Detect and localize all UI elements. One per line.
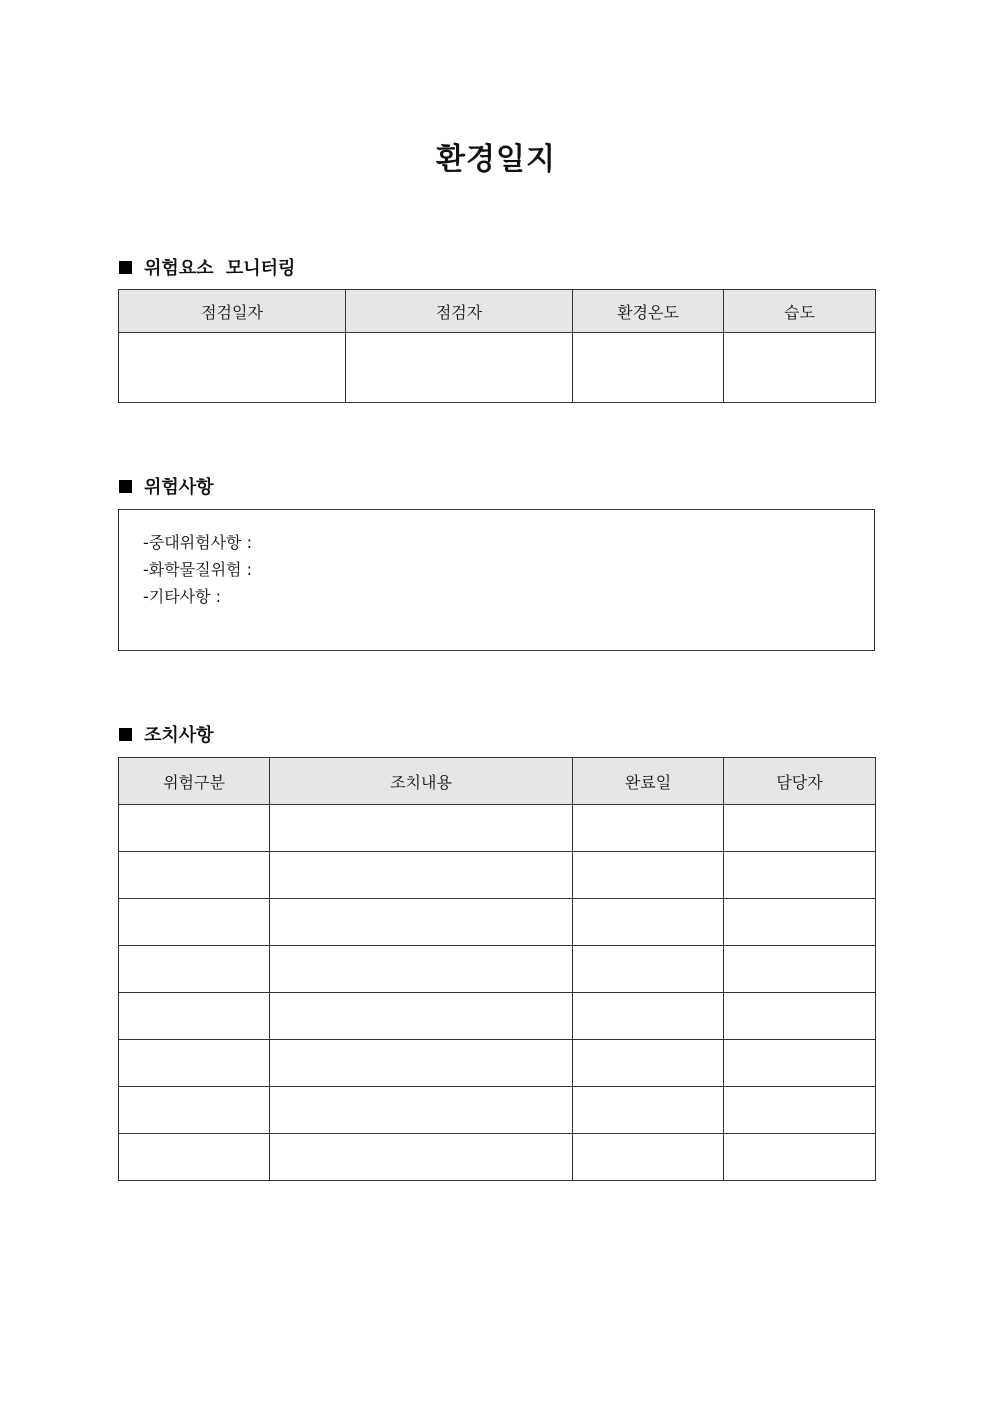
completion-date-cell[interactable] (573, 946, 724, 993)
table-row (119, 899, 876, 946)
temperature-cell[interactable] (573, 333, 724, 403)
hazard-category-cell[interactable] (119, 1087, 270, 1134)
hazards-box[interactable] (118, 509, 875, 651)
section-heading-hazards (119, 473, 214, 499)
person-in-charge-cell[interactable] (724, 1134, 876, 1181)
section-heading-actions (119, 721, 214, 747)
column-header-hazard-category: 위험구분 (119, 758, 270, 805)
actions-table (118, 757, 876, 1181)
section-heading-label: 위험사항 (144, 477, 214, 498)
column-header-inspection-date: 점검일자 (119, 290, 346, 333)
column-header-completion-date: 완료일 (573, 758, 724, 805)
action-details-cell[interactable] (270, 1134, 573, 1181)
hazard-item-serious: -중대위험사항 : (143, 533, 252, 552)
humidity-cell[interactable] (724, 333, 876, 403)
action-details-cell[interactable] (270, 946, 573, 993)
filled-square-icon (119, 261, 132, 274)
column-header-action-details: 조치내용 (270, 758, 573, 805)
completion-date-cell[interactable] (573, 805, 724, 852)
table-row (119, 805, 876, 852)
hazard-item-other: -기타사항 : (143, 587, 222, 606)
person-in-charge-cell[interactable] (724, 1087, 876, 1134)
column-header-inspector: 점검자 (346, 290, 573, 333)
table-row (119, 1087, 876, 1134)
table-row (119, 946, 876, 993)
inspector-cell[interactable] (346, 333, 573, 403)
action-details-cell[interactable] (270, 993, 573, 1040)
hazard-category-cell[interactable] (119, 852, 270, 899)
completion-date-cell[interactable] (573, 1134, 724, 1181)
filled-square-icon (119, 480, 132, 493)
section-heading-monitoring (119, 254, 295, 280)
column-header-person-in-charge: 담당자 (724, 758, 876, 805)
action-details-cell[interactable] (270, 899, 573, 946)
hazard-category-cell[interactable] (119, 1134, 270, 1181)
action-details-cell[interactable] (270, 852, 573, 899)
table-row (119, 1040, 876, 1087)
action-details-cell[interactable] (270, 805, 573, 852)
table-row (119, 333, 876, 403)
hazard-category-cell[interactable] (119, 1040, 270, 1087)
table-row (119, 993, 876, 1040)
actions-table-body (119, 805, 876, 1181)
person-in-charge-cell[interactable] (724, 946, 876, 993)
hazard-category-cell[interactable] (119, 993, 270, 1040)
hazard-item-chemical: -화학물질위험 : (143, 560, 252, 579)
completion-date-cell[interactable] (573, 899, 724, 946)
table-row (119, 1134, 876, 1181)
table-row (119, 852, 876, 899)
person-in-charge-cell[interactable] (724, 899, 876, 946)
person-in-charge-cell[interactable] (724, 993, 876, 1040)
column-header-humidity: 습도 (724, 290, 876, 333)
completion-date-cell[interactable] (573, 993, 724, 1040)
inspection-date-cell[interactable] (119, 333, 346, 403)
monitoring-table (118, 289, 876, 403)
document-title: 환경일지 (436, 142, 556, 177)
hazard-category-cell[interactable] (119, 805, 270, 852)
completion-date-cell[interactable] (573, 852, 724, 899)
hazard-category-cell[interactable] (119, 899, 270, 946)
person-in-charge-cell[interactable] (724, 852, 876, 899)
action-details-cell[interactable] (270, 1040, 573, 1087)
person-in-charge-cell[interactable] (724, 805, 876, 852)
action-details-cell[interactable] (270, 1087, 573, 1134)
filled-square-icon (119, 728, 132, 741)
column-header-temperature: 환경온도 (573, 290, 724, 333)
section-heading-label: 위험요소 모니터링 (144, 258, 296, 279)
hazard-category-cell[interactable] (119, 946, 270, 993)
completion-date-cell[interactable] (573, 1040, 724, 1087)
person-in-charge-cell[interactable] (724, 1040, 876, 1087)
section-heading-label: 조치사항 (144, 725, 214, 746)
completion-date-cell[interactable] (573, 1087, 724, 1134)
